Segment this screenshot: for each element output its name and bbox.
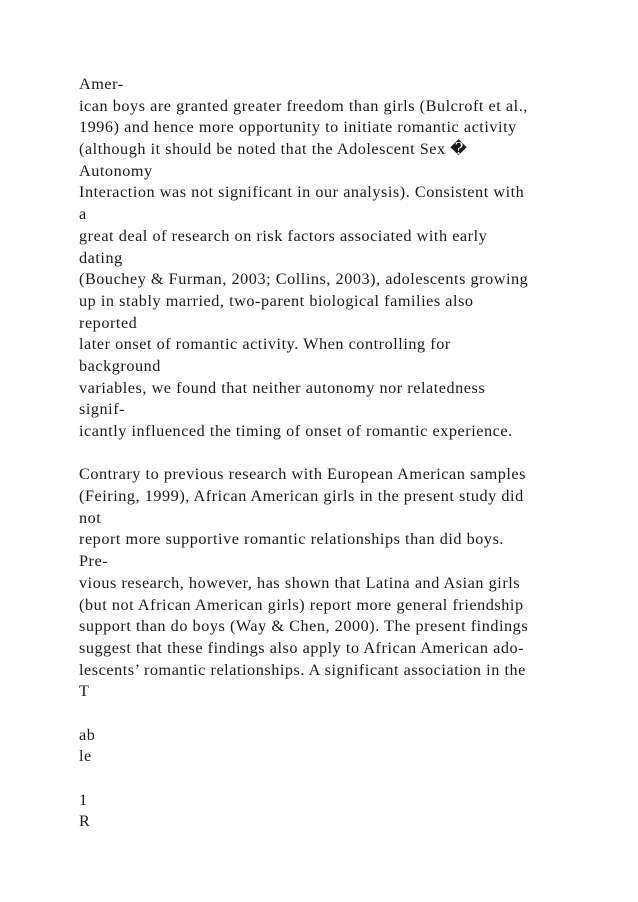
text-line: (but not African American girls) report more general friendship [79, 595, 524, 614]
text-line: not [79, 508, 102, 527]
text-line: ican boys are granted greater freedom than girls (Bulcroft et al., [79, 96, 528, 115]
text-line: 1996) and hence more opportunity to initiate romantic activity [79, 118, 517, 137]
text-line: lescents’ romantic relationships. A significant association in the [79, 660, 526, 679]
text-line: vious research, however, has shown that Latina and Asian girls [79, 573, 521, 592]
text-line: later onset of romantic activity. When controlling for [79, 335, 451, 354]
text-line: (Bouchey & Furman, 2003; Collins, 2003), adolescents growing [79, 270, 529, 289]
text-line: le [79, 747, 92, 766]
text-line: reported [79, 313, 138, 332]
text-line: background [79, 356, 161, 375]
blank-line [79, 443, 599, 465]
text-line: Interaction was not significant in our analysis). Consistent with [79, 183, 525, 202]
text-line: Contrary to previous research with European American samples [79, 465, 526, 484]
text-line: support than do boys (Way & Chen, 2000). The present findings [79, 617, 529, 636]
text-line: icantly influenced the timing of onset of romantic experience. [79, 422, 513, 440]
text-line: report more supportive romantic relationships than did boys. [79, 530, 505, 549]
text-line: (Feiring, 1999), African American girls in the present study did [79, 487, 524, 506]
blank-line [79, 703, 599, 725]
text-line: variables, we found that neither autonomy nor relatedness [79, 378, 486, 397]
text-line: Autonomy [79, 161, 153, 180]
text-line: dating [79, 248, 123, 267]
text-line: a [79, 205, 87, 224]
text-line: R [79, 812, 91, 831]
blank-line [79, 768, 599, 790]
text-line: great deal of research on risk factors associated with early [79, 226, 488, 245]
body-text [79, 74, 599, 833]
text-line: signif- [79, 400, 126, 419]
text-line: Amer- [79, 75, 124, 93]
text-line: 1 [79, 790, 88, 809]
text-line: suggest that these findings also apply to African American ado- [79, 638, 525, 657]
text-line: up in stably married, two-parent biological families also [79, 291, 474, 310]
text-line: ab [79, 725, 96, 744]
text-line: (although it should be noted that the Adolescent Sex � [79, 140, 468, 159]
text-line: Pre- [79, 552, 109, 571]
text-line: T [79, 682, 90, 701]
